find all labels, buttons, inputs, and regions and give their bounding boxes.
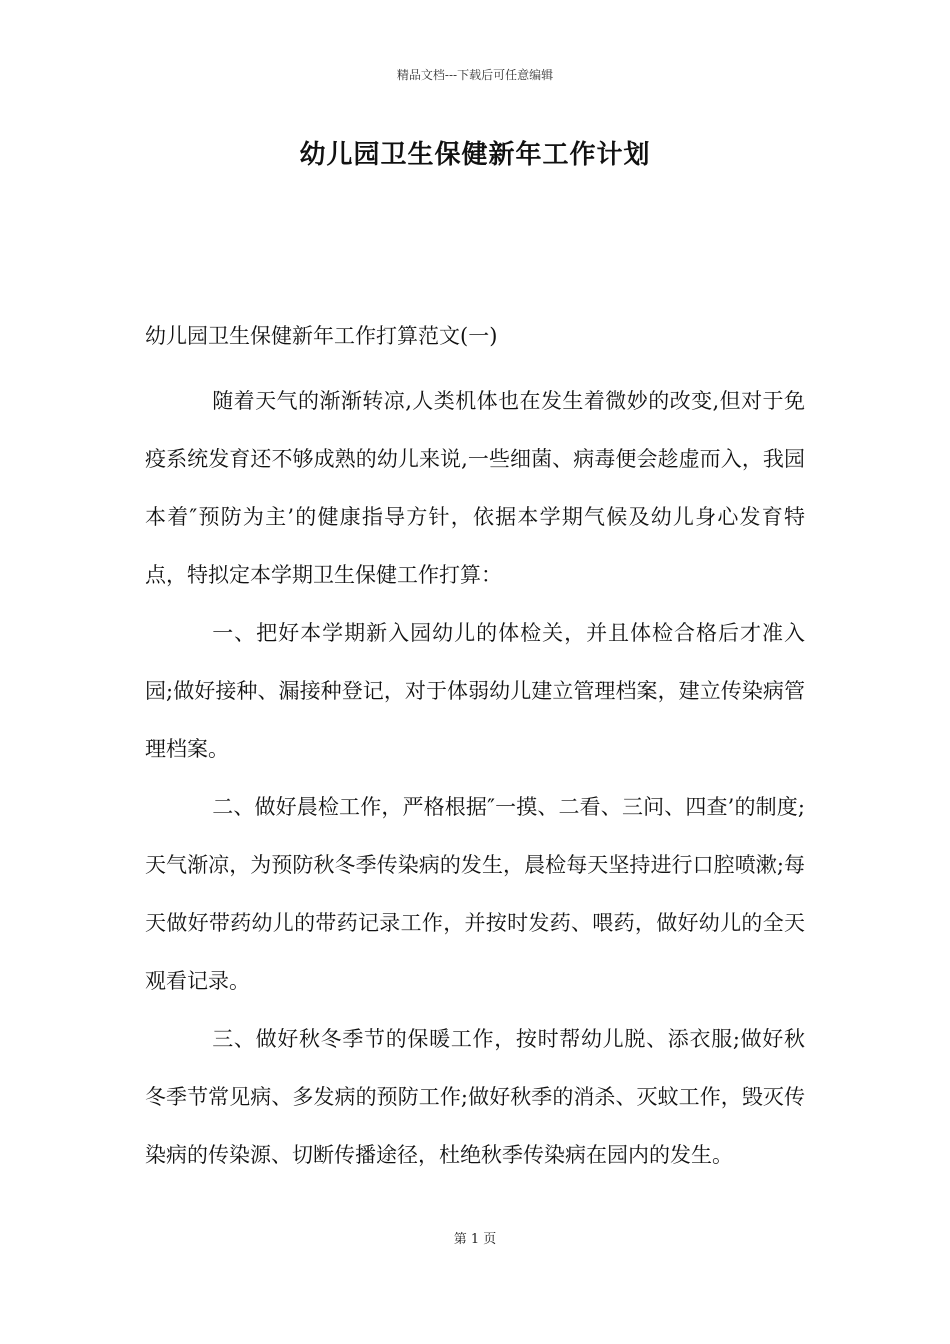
section-heading: 幼儿园卫生保健新年工作打算范文(一) [145, 324, 498, 348]
document-title: 幼儿园卫生保健新年工作计划 [299, 140, 651, 170]
paragraph-item-3: 三、做好秋冬季节的保暖工作，按时帮幼儿脱、添衣服;做好秋冬季节常见病、多发病的预防工作;做好秋季的消杀、灭蚊工作，毁灭传染病的传染源、切断传播途径，杜绝秋季传染病在园内的发生。 [145, 1027, 805, 1167]
document-body [145, 372, 805, 1184]
page-header-note: 精品文档---下载后可任意编辑 [396, 68, 554, 82]
paragraph-item-1: 一、把好本学期新入园幼儿的体检关，并且体检合格后才准入园;做好接种、漏接种登记，对于体弱幼儿建立管理档案，建立传染病管理档案。 [145, 621, 805, 761]
paragraph-intro: 随着天气的渐渐转凉,人类机体也在发生着微妙的改变,但对于免疫系统发育还不够成熟的幼儿来说,一些细菌、病毒便会趁虚而入，我园本着″预防为主’的健康指导方针，依据本学期气候及幼儿身心发育特点，特拟定本学期卫生保健工作打算： [145, 389, 805, 587]
page-number: 第 1 页 [453, 1232, 497, 1247]
paragraph-item-2: 二、做好晨检工作，严格根据″一摸、二看、三问、四查’的制度;天气渐凉，为预防秋冬季传染病的发生，晨检每天坚持进行口腔喷漱;每天做好带药幼儿的带药记录工作，并按时发药、喂药，做好幼儿的全天观看记录。 [145, 795, 805, 993]
